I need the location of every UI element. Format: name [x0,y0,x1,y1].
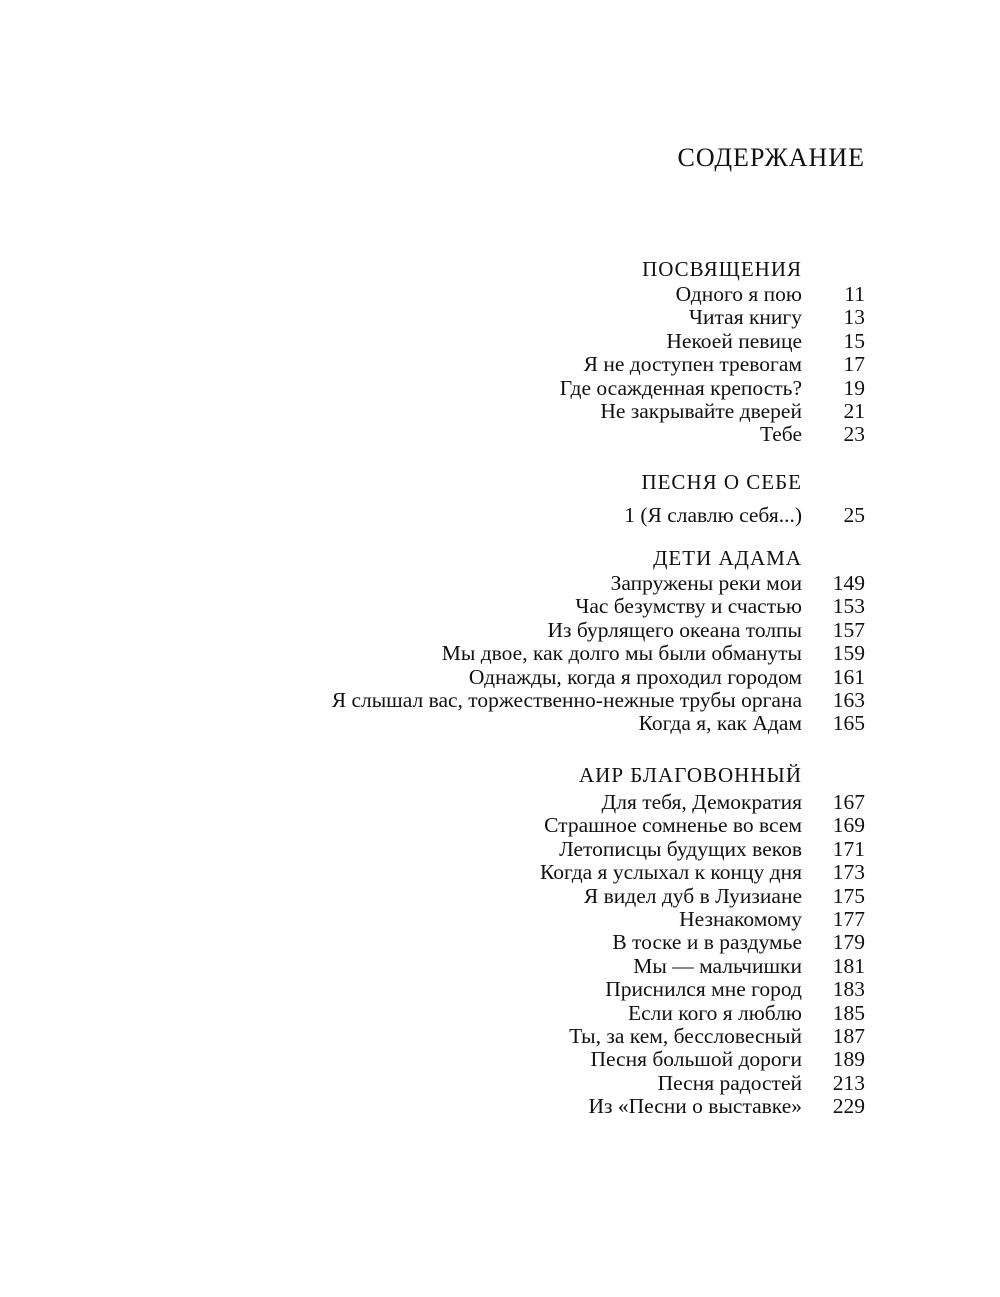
entry-title: Тебе [759,422,802,447]
entry-page-number: 161 [832,664,865,689]
toc-entry [165,791,865,814]
toc-entry [165,306,865,329]
entry-page-number: 177 [832,906,865,931]
toc-section [165,469,865,527]
entry-title: Для тебя, Демократия [601,790,802,814]
entry-title: Я не доступен тревогам [583,352,802,377]
section-heading: ПЕСНЯ О СЕБЕ [641,470,802,494]
entry-page-number: 163 [832,687,865,712]
entry-title: Читая книгу [689,305,802,330]
entry-page-number: 15 [843,328,865,353]
toc-entry [165,572,865,595]
toc-entry [165,1095,865,1118]
entry-title: Из «Песни о выставке» [588,1094,802,1119]
toc-entry [165,330,865,353]
toc-entry [165,642,865,665]
toc-entry [165,955,865,978]
entry-title: Не закрывайте дверей [600,398,802,423]
entry-page-number: 165 [832,711,865,736]
toc-entry [165,1072,865,1095]
entry-page-number: 25 [843,503,865,527]
toc-section [165,762,865,1118]
entry-title: Я слышал вас, торжественно-нежные трубы органа [331,687,802,712]
entry-title: Одного я пою [675,282,802,306]
entry-page-number: 17 [843,352,865,377]
entry-page-number: 11 [844,282,865,306]
entry-title: Когда я услыхал к концу дня [539,860,802,885]
entry-page-number: 183 [832,977,865,1002]
entry-title: Некоей певице [666,328,802,353]
entry-title: Мы — мальчишки [633,953,802,978]
entry-page-number: 19 [843,375,865,400]
entry-page-number: 13 [843,305,865,330]
toc-entry [165,814,865,837]
entry-title: Приснился мне город [605,977,802,1002]
toc-entry [165,595,865,618]
toc-entry [165,423,865,446]
entry-page-number: 179 [832,930,865,955]
entry-page-number: 149 [832,571,865,595]
entry-title: Мы двое, как долго мы были обмануты [441,641,802,666]
toc-section [165,256,865,447]
entry-page-number: 171 [832,836,865,861]
entry-page-number: 157 [832,617,865,642]
entry-title: Из бурлящего океана толпы [547,617,802,642]
toc-entry [165,908,865,931]
toc-entry [165,377,865,400]
entry-title: 1 (Я славлю себя...) [624,503,802,527]
toc-entry [165,931,865,954]
entry-title: Страшное сомненье во всем [544,813,802,838]
entry-title: Если кого я люблю [627,1000,802,1025]
entry-title: Я видел дуб в Луизиане [583,883,802,908]
toc-entry [165,400,865,423]
entry-page-number: 153 [832,594,865,619]
toc-entry [165,712,865,735]
entry-page-number: 173 [832,860,865,885]
entry-title: Ты, за кем, бессловесный [569,1023,802,1048]
toc-entry [165,978,865,1001]
section-heading: ПОСВЯЩЕНИЯ [642,257,802,281]
entry-page-number: 185 [832,1000,865,1025]
entry-page-number: 23 [843,422,865,447]
entry-page-number: 167 [832,790,865,814]
toc-entry [165,885,865,908]
entry-title: Незнакомому [679,906,802,931]
toc-entry [165,689,865,712]
entry-title: Песня радостей [657,1070,802,1095]
toc-entry [165,861,865,884]
entry-page-number: 175 [832,883,865,908]
entry-title: Летописцы будущих веков [559,836,802,861]
section-heading: ДЕТИ АДАМА [653,546,802,570]
entry-title: Когда я, как Адам [638,711,802,736]
entry-title: Песня большой дороги [590,1047,802,1072]
toc-entry [165,1025,865,1048]
entry-page-number: 21 [843,398,865,423]
toc-entry [165,1048,865,1071]
entry-title: Час безумству и счастью [575,594,802,619]
page-title: СОДЕРЖАНИЕ [677,143,865,172]
entry-title: Где осажденная крепость? [559,375,802,400]
toc-entry [165,838,865,861]
toc-entry [165,353,865,376]
entry-page-number: 189 [832,1047,865,1072]
toc-entry [165,504,865,527]
entry-page-number: 159 [832,641,865,666]
toc-entry [165,283,865,306]
entry-page-number: 187 [832,1023,865,1048]
entry-page-number: 229 [832,1094,865,1119]
section-heading: АИР БЛАГОВОННЫЙ [579,763,802,787]
entry-page-number: 213 [832,1070,865,1095]
toc-entry [165,666,865,689]
entry-page-number: 181 [832,953,865,978]
toc-entry [165,1002,865,1025]
toc-entry [165,619,865,642]
entry-title: Однажды, когда я проходил городом [468,664,802,689]
entry-title: В тоске и в раздумье [612,930,802,955]
entry-page-number: 169 [832,813,865,838]
toc-section [165,545,865,736]
entry-title: Запружены реки мои [610,571,802,595]
